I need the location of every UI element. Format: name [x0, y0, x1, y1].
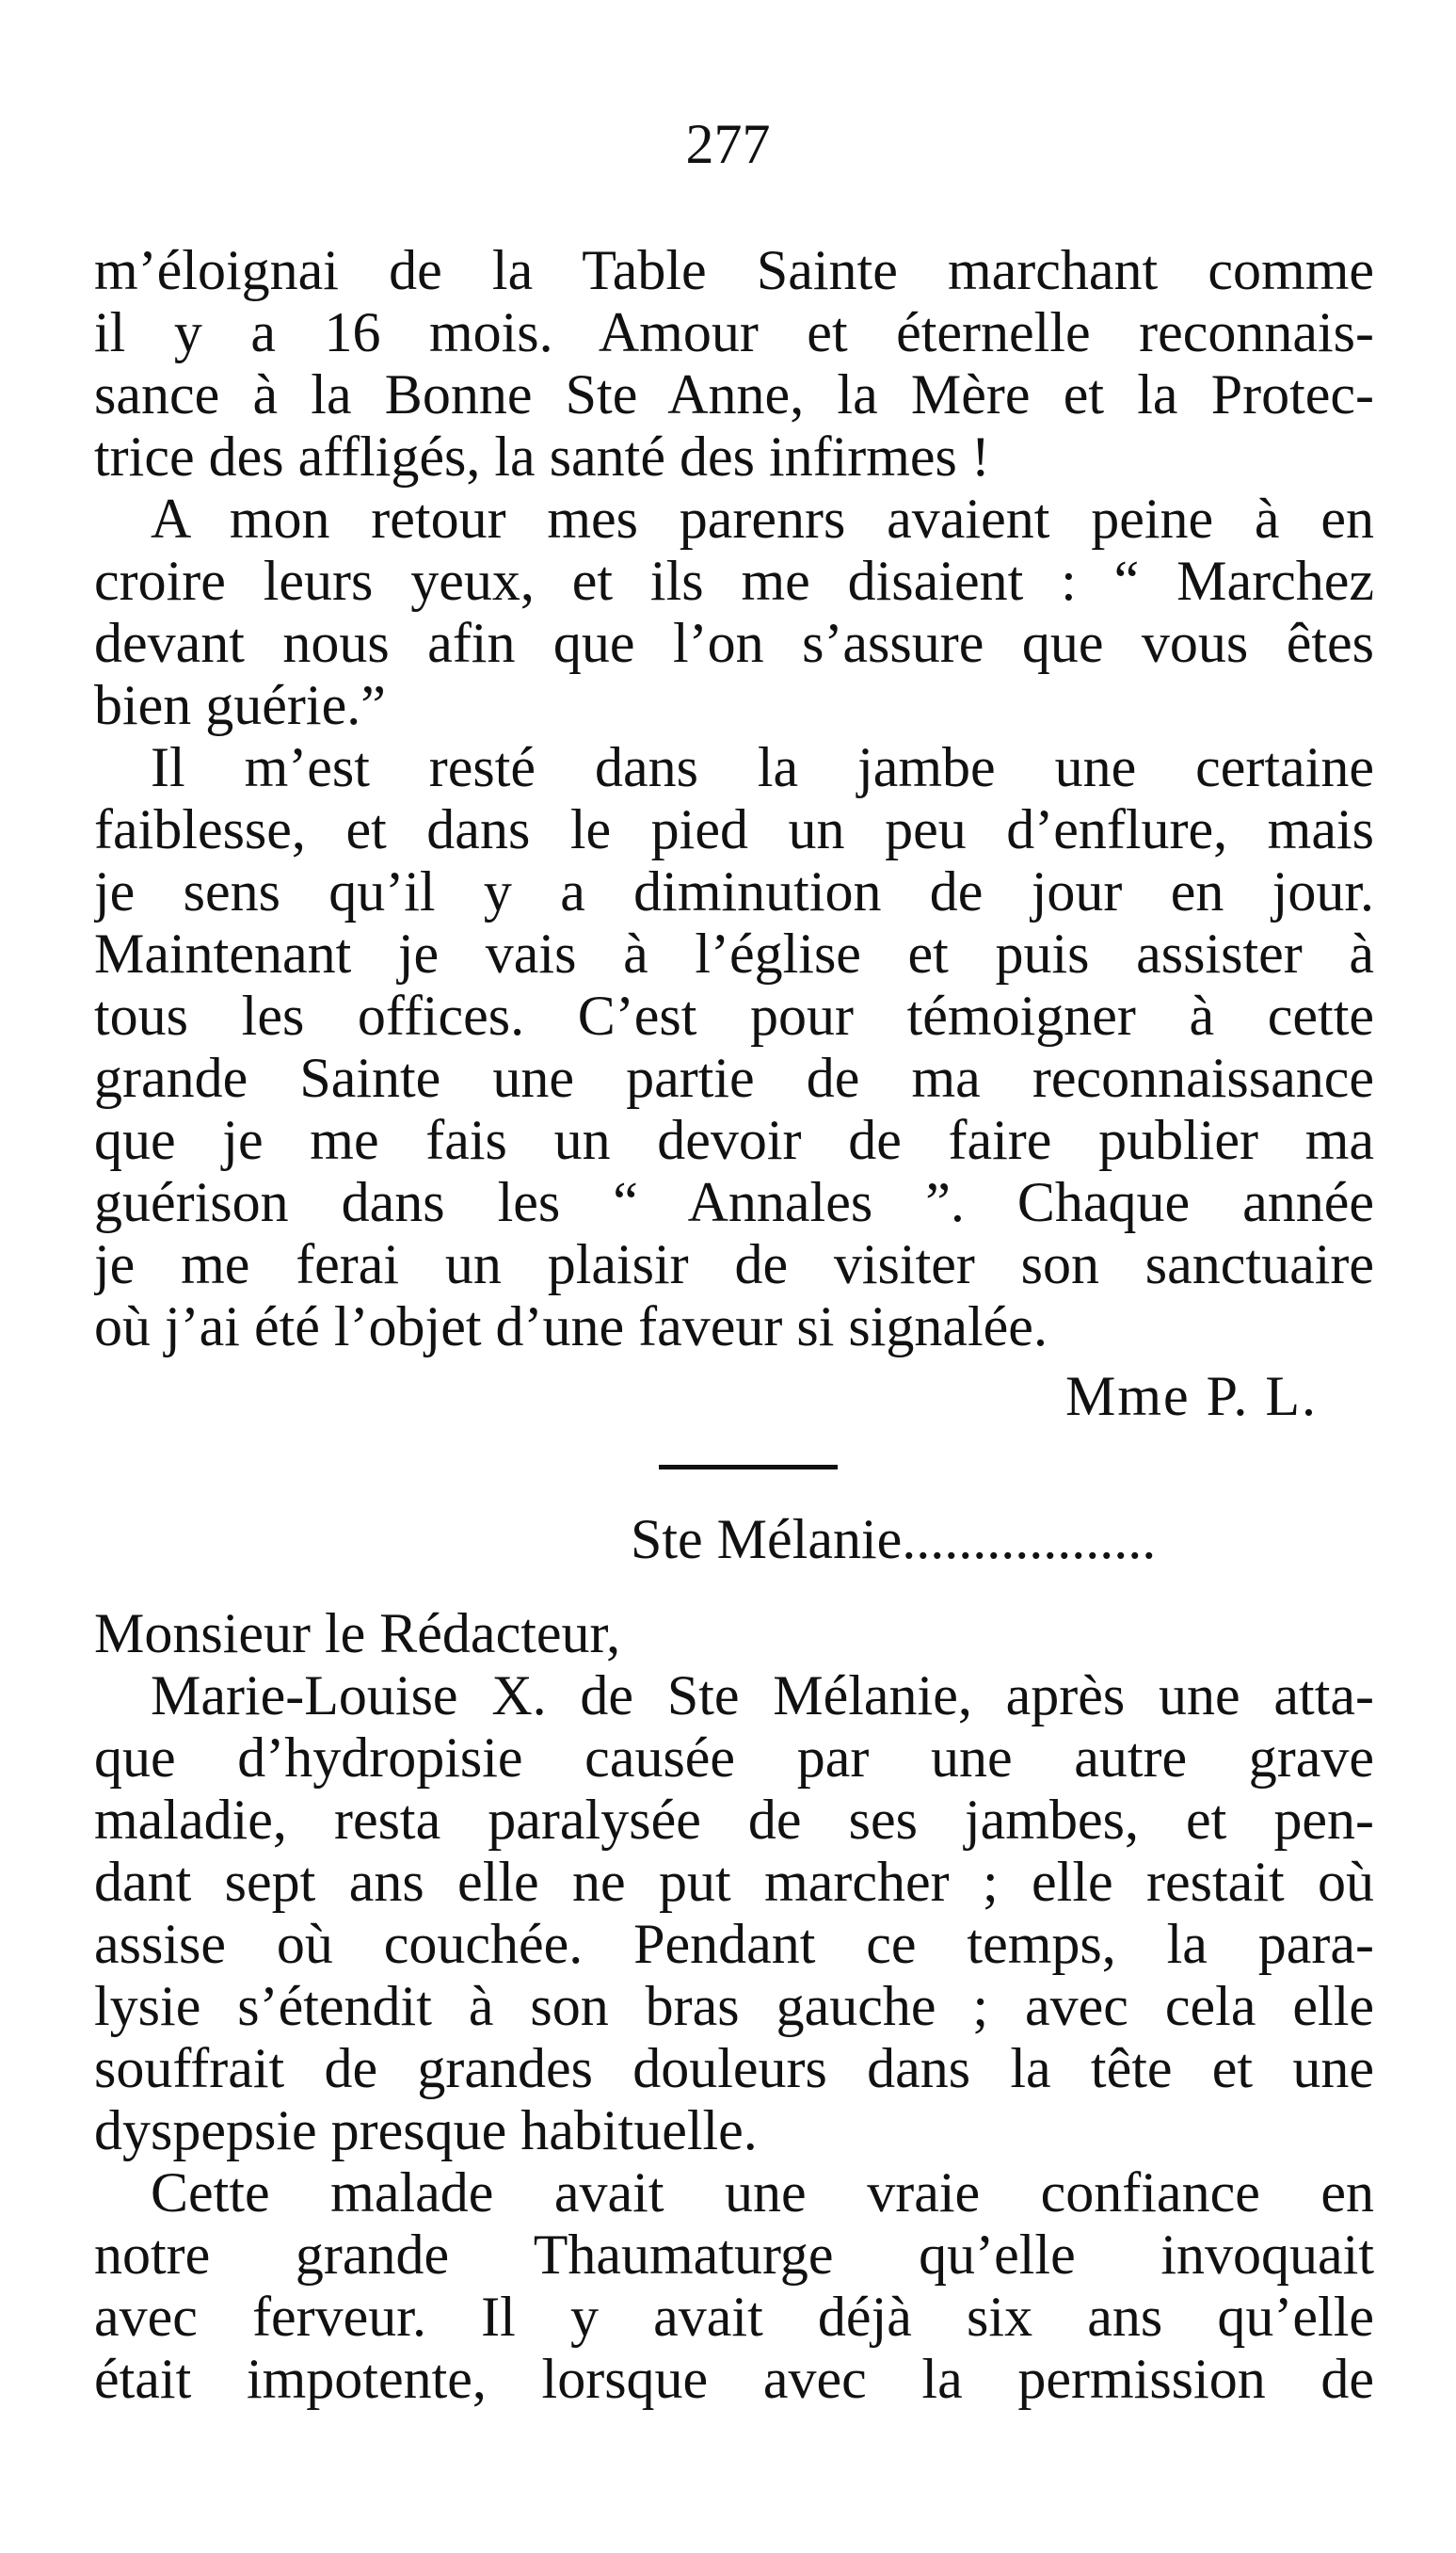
- signature: Mme P. L.: [1064, 1365, 1318, 1427]
- text-line: maladie, resta paralysée de ses jambes, et pen-: [94, 1789, 1374, 1851]
- text-line: grande Sainte une partie de ma reconnaissance: [94, 1047, 1374, 1109]
- text-line: Cette malade avait une vraie confiance en: [151, 2161, 1374, 2224]
- text-line: dyspepsie presque habituelle.: [94, 2099, 758, 2161]
- text-line: lysie s’étendit à son bras gauche ; avec cela elle: [94, 1975, 1374, 2037]
- text-line: sance à la Bonne Ste Anne, la Mère et la Protec-: [94, 363, 1374, 426]
- section-divider: [659, 1465, 838, 1469]
- text-line: bien guérie.”: [94, 674, 386, 736]
- text-line: croire leurs yeux, et ils me disaient : “ Marchez: [94, 550, 1374, 612]
- text-line: avec ferveur. Il y avait déjà six ans qu’elle: [94, 2286, 1374, 2348]
- text-line: où j’ai été l’objet d’une faveur si signalée.: [94, 1295, 1048, 1357]
- text-line: je me ferai un plaisir de visiter son sanctuaire: [94, 1233, 1374, 1295]
- text-line: devant nous afin que l’on s’assure que vous êtes: [94, 612, 1374, 674]
- text-line: notre grande Thaumaturge qu’elle invoquait: [94, 2224, 1374, 2286]
- text-line: faiblesse, et dans le pied un peu d’enflure, mais: [94, 798, 1374, 860]
- text-line: Il m’est resté dans la jambe une certaine: [151, 736, 1374, 798]
- text-line: tous les offices. C’est pour témoigner à cette: [94, 985, 1374, 1047]
- text-line: m’éloignai de la Table Sainte marchant comme: [94, 239, 1374, 301]
- text-line: trice des affligés, la santé des infirmes !: [94, 426, 990, 488]
- text-line: Maintenant je vais à l’église et puis assister à: [94, 923, 1374, 985]
- text-line: que d’hydropisie causée par une autre grave: [94, 1726, 1374, 1789]
- letter-salutation: Monsieur le Rédacteur,: [94, 1602, 621, 1664]
- letter-place: Ste Mélanie..................: [631, 1508, 1157, 1570]
- text-line: Marie-Louise X. de Ste Mélanie, après une atta-: [151, 1664, 1374, 1726]
- text-line: il y a 16 mois. Amour et éternelle reconnais-: [94, 301, 1374, 363]
- text-line: guérison dans les “ Annales ”. Chaque année: [94, 1171, 1374, 1233]
- text-line: A mon retour mes parenrs avaient peine à en: [151, 488, 1374, 550]
- text-line: assise où couchée. Pendant ce temps, la para-: [94, 1913, 1374, 1975]
- page-number: 277: [685, 113, 771, 175]
- text-line: souffrait de grandes douleurs dans la tête et une: [94, 2037, 1374, 2099]
- text-line: je sens qu’il y a diminution de jour en jour.: [94, 860, 1374, 923]
- text-line: dant sept ans elle ne put marcher ; elle restait où: [94, 1851, 1374, 1913]
- text-line: était impotente, lorsque avec la permission de: [94, 2348, 1374, 2410]
- text-line: que je me fais un devoir de faire publier ma: [94, 1109, 1374, 1171]
